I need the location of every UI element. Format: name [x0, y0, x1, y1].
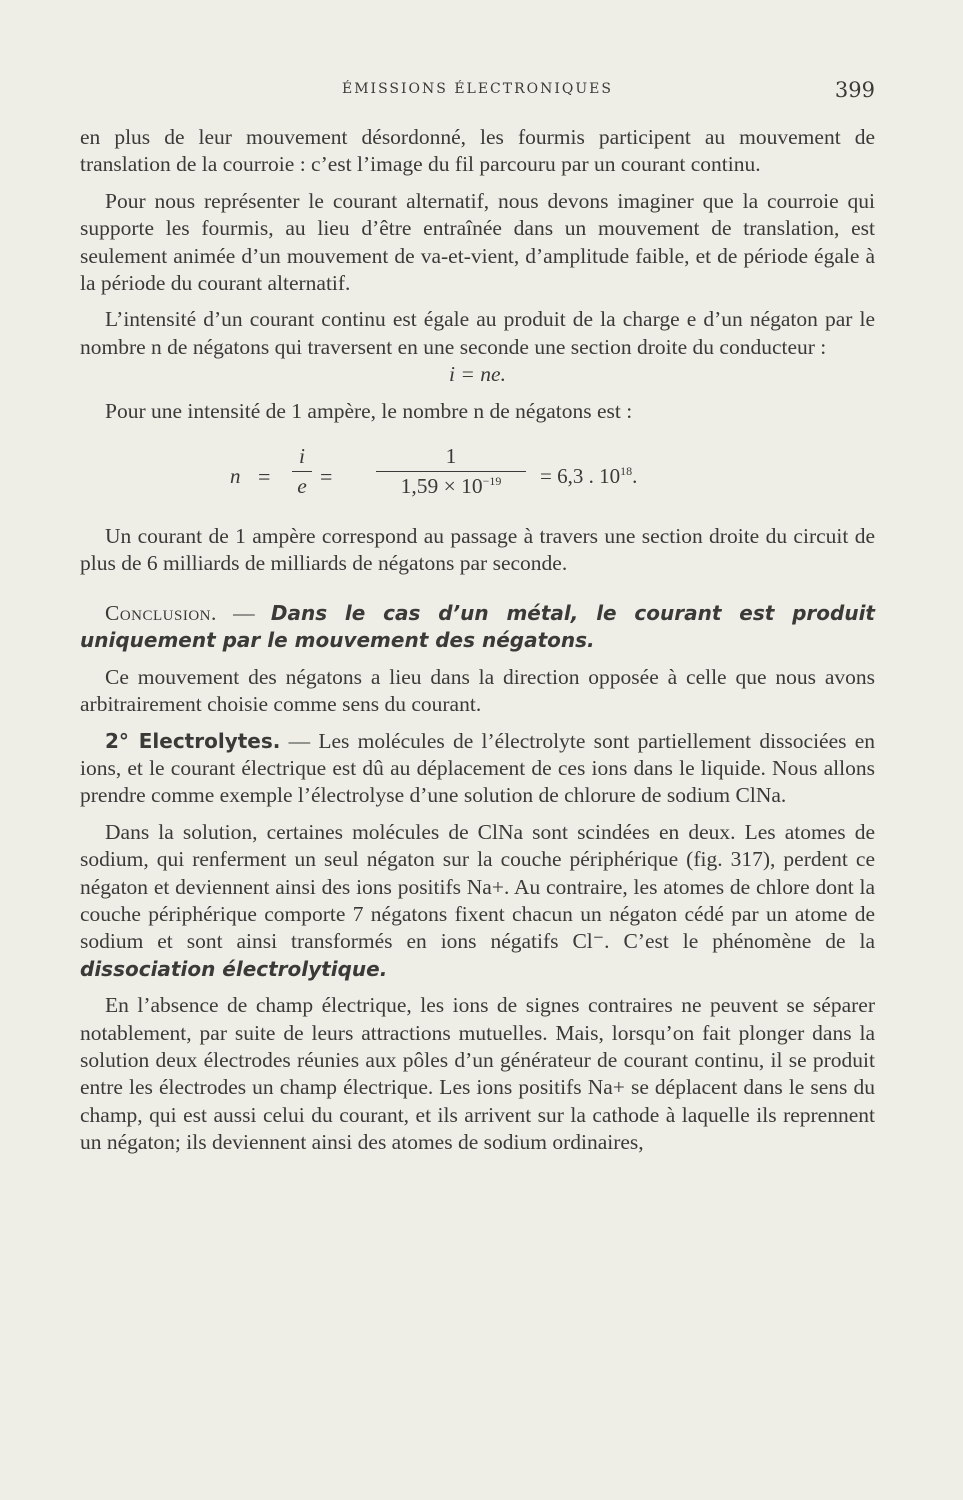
paragraph-6: Ce mouvement des négatons a lieu dans la direction opposée à celle que nous avons arbitrairement choisie comme sens du courant.	[80, 664, 875, 717]
denominator-exponent: −19	[482, 474, 502, 489]
body-text	[80, 124, 875, 1157]
conclusion-label: Conclusion.	[105, 600, 217, 625]
running-title: ÉMISSIONS ÉLECTRONIQUES	[342, 81, 613, 97]
conclusion	[80, 600, 875, 655]
fraction-one-over-charge	[376, 443, 526, 501]
running-head	[80, 78, 875, 102]
dissociation-term: dissociation électrolytique.	[80, 956, 388, 981]
paragraph-2: Pour nous représenter le courant alternatif, nous devons imaginer que la courroie qui supporte les fourmis, au lieu d’être entraînée dans un mouvement de translation, est seulement animée d’un mouvement de va-et-vient, d’amplitude faible, et de période égale à la période du courant alternatif.	[80, 188, 875, 296]
formula-result	[540, 463, 637, 490]
paragraph-1: en plus de leur mouvement désordonné, les fourmis participent au mouvement de translation de la courroie : c’est l’image du fil parcouru par un courant continu.	[80, 125, 875, 177]
section-heading: 2° Electrolytes.	[105, 728, 281, 753]
result-exponent: 18	[620, 464, 633, 479]
fraction-denominator: e	[297, 474, 307, 499]
fraction-denominator	[376, 472, 526, 500]
result-base: = 6,3 . 10	[540, 464, 621, 489]
paragraph-5: Un courant de 1 ampère correspond au passage à travers une section droite du circuit de plus de 6 milliards de milliards de négatons par seconde.	[80, 524, 875, 576]
section-text: Les molécules de l’électrolyte sont partiellement dissociées en ions, et le courant électrique est dû au déplacement de ces ions dans le liquide. Nous allons prendre comme exemple l’électrolyse d’une solution de chlorure de sodium ClNa.	[80, 728, 876, 808]
denominator-base: 1,59 × 10	[400, 474, 483, 499]
formula-intensity: i = ne.	[449, 362, 506, 387]
paragraph-8	[80, 819, 875, 983]
conclusion-text: Dans le cas d’un métal, le courant est produit uniquement par le mouvement des négatons.	[80, 600, 875, 653]
formula-equals: =	[320, 464, 333, 490]
page-number: 399	[834, 78, 875, 102]
paragraph-4: Pour une intensité de 1 ampère, le nombre n de négatons est :	[105, 398, 633, 423]
paragraph-8-text: Dans la solution, certaines molécules de ClNa sont scindées en deux. Les atomes de sodium, qui renferment un seul négaton sur la couche périphérique (fig. 317), perdent ce négaton et deviennent ainsi des ions positifs Na+. Au contraire, les atomes de chlore dont la couche périphérique comporte 7 négatons fixent chacun un négaton cédé par un atome de sodium et sont ainsi transformés en ions négatifs Cl⁻. C’est le phénomène de la	[80, 819, 875, 954]
formula-negaton-count	[80, 443, 875, 509]
paragraph-9: En l’absence de champ électrique, les ions de signes contraires ne peuvent se séparer notablement, par suite de leurs attractions mutuelles. Mais, lorsqu’on fait plonger dans la solution deux électrodes réunies aux pôles d’un générateur de courant continu, il se produit entre les électrodes un champ électrique. Les ions positifs Na+ se déplacent dans le sens du champ, qui est aussi celui du courant, et ils arrivent sur la cathode à laquelle ils reprennent un négaton; ils deviennent ainsi des atomes de sodium ordinaires,	[80, 993, 875, 1155]
formula-equals: =	[258, 464, 271, 490]
section-dash: —	[280, 728, 319, 753]
fraction-numerator: 1	[376, 443, 526, 472]
result-end: .	[632, 464, 638, 489]
conclusion-dash: —	[216, 600, 271, 625]
fraction-numerator: i	[292, 443, 312, 472]
fraction-i-over-e	[292, 443, 312, 501]
paragraph-3: L’intensité d’un courant continu est égale au produit de la charge e d’un négaton par le nombre n de négatons qui traversent en une seconde une section droite du conducteur :	[80, 307, 875, 359]
section-electrolytes	[80, 728, 875, 810]
formula-lhs: n	[230, 464, 241, 489]
